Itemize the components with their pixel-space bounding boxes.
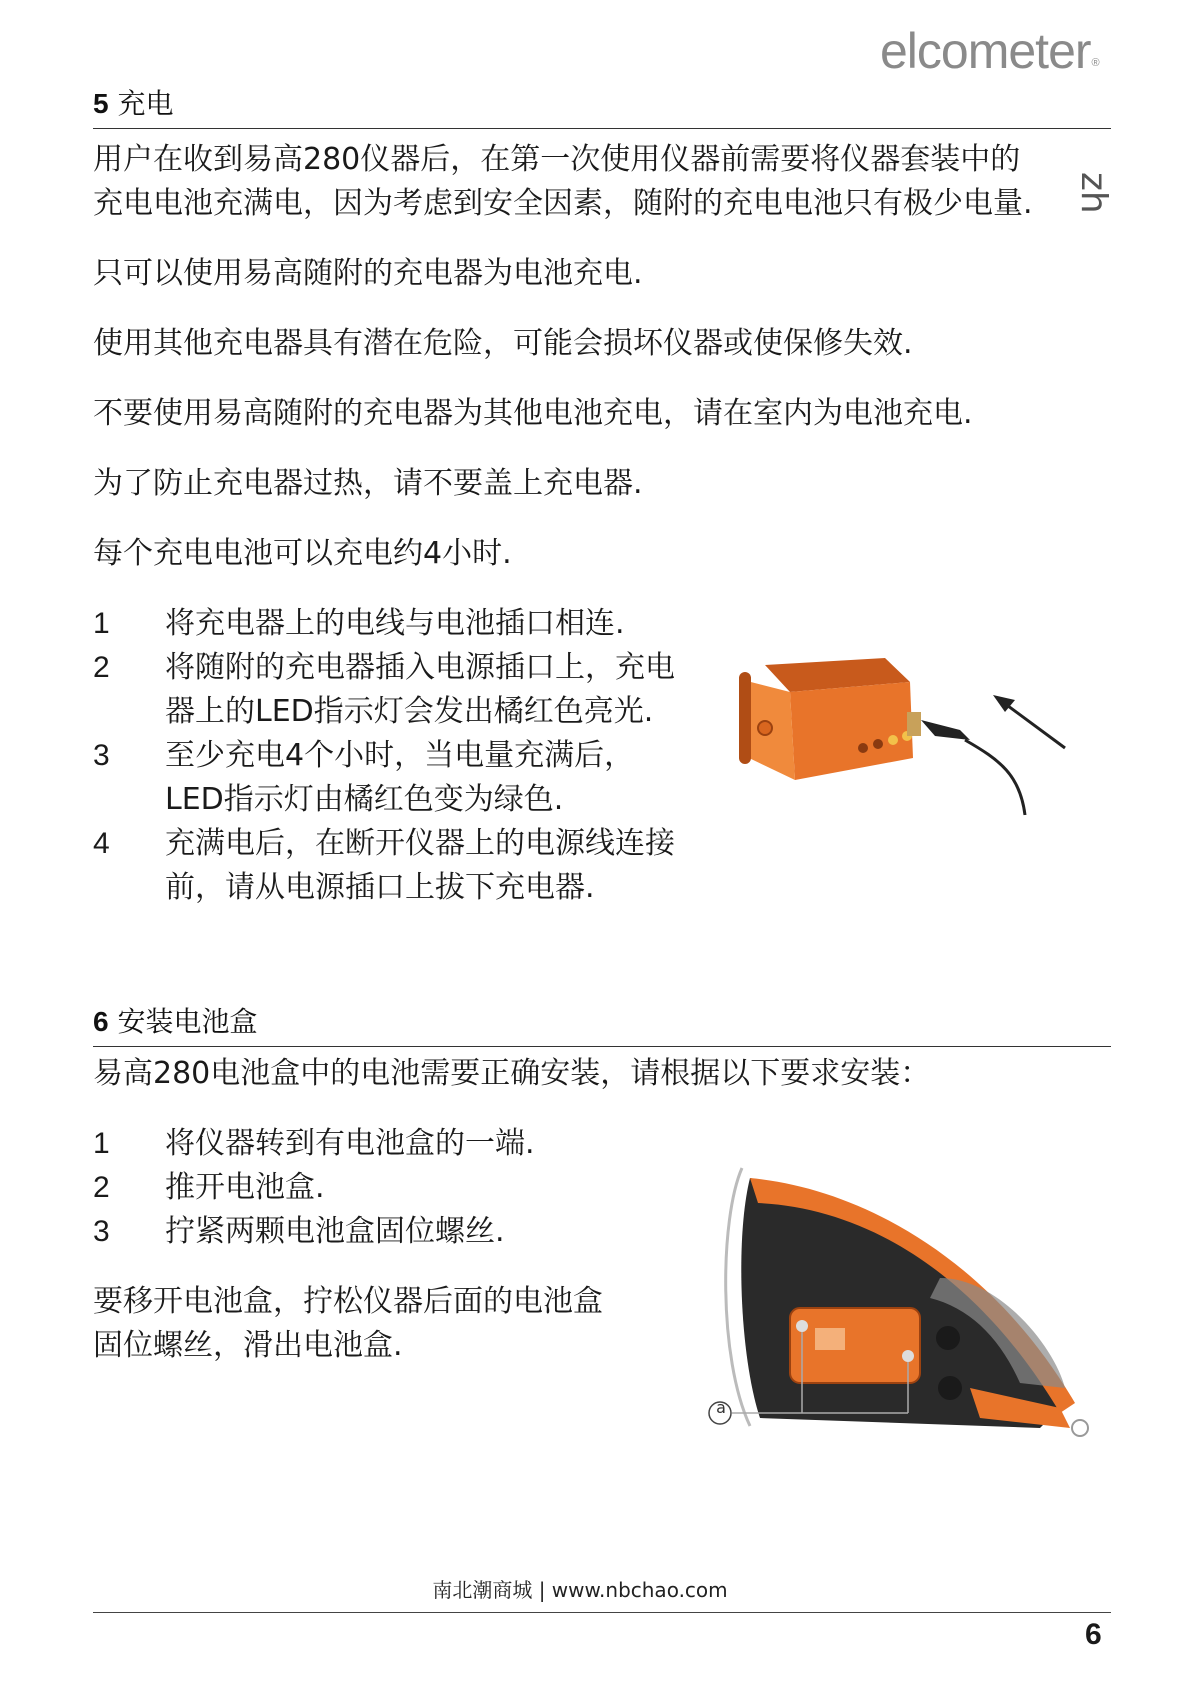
section-5-number: 5 [93, 88, 109, 119]
step-6-3-number: 3 [93, 1215, 110, 1248]
step-5-2-number: 2 [93, 651, 110, 684]
gauge-battery-illustration [680, 1158, 1120, 1448]
step-5-4-line-1: 充满电后，在断开仪器上的电源线连接 [165, 826, 675, 861]
step-6-1-number: 1 [93, 1127, 110, 1160]
note-4: 为了防止充电器过热，请不要盖上充电器. [93, 466, 643, 501]
step-6-2-number: 2 [93, 1171, 110, 1204]
step-5-1-number: 1 [93, 607, 110, 640]
section-5-heading [93, 82, 174, 122]
section-6-intro: 易高280电池盒中的电池需要正确安装，请根据以下要求安装： [93, 1056, 931, 1091]
step-6-3-text: 拧紧两颗电池盒固位螺丝. [165, 1214, 505, 1249]
callout-a-label: a [716, 1398, 726, 1417]
section-6-number: 6 [93, 1006, 109, 1037]
note-1: 只可以使用易高随附的充电器为电池充电. [93, 256, 643, 291]
section-6-title: 安装电池盒 [117, 1005, 258, 1038]
note-5: 每个充电电池可以充电约4小时. [93, 536, 512, 571]
language-tab: zh [1073, 172, 1114, 214]
section-5-rule [93, 128, 1111, 129]
step-5-3-line-2: LED指示灯由橘红色变为绿色. [165, 782, 564, 817]
charger-illustration [735, 640, 1105, 820]
note-2: 使用其他充电器具有潜在危险，可能会损坏仪器或使保修失效. [93, 326, 913, 361]
step-5-2-line-1: 将随附的充电器插入电源插口上，充电 [165, 650, 675, 685]
page-number: 6 [1085, 1618, 1102, 1651]
section-5-title: 充电 [117, 87, 174, 120]
step-5-3-number: 3 [93, 739, 110, 772]
step-5-4-number: 4 [93, 827, 110, 860]
footer-source: 南北潮商城 | www.nbchao.com [432, 1578, 728, 1602]
section-6-rule [93, 1046, 1111, 1047]
step-5-1-line-1: 将充电器上的电线与电池插口相连. [165, 606, 625, 641]
step-5-2-line-2: 器上的LED指示灯会发出橘红色亮光. [165, 694, 654, 729]
removal-line-1: 要移开电池盒，拧松仪器后面的电池盒 [93, 1284, 603, 1319]
step-5-3-line-1: 至少充电4个小时，当电量充满后， [165, 738, 635, 773]
removal-line-2: 固位螺丝，滑出电池盒. [93, 1328, 403, 1363]
section-6-heading [93, 1000, 258, 1040]
step-6-1-text: 将仪器转到有电池盒的一端. [165, 1126, 535, 1161]
section-5-intro-line-2: 充电电池充满电，因为考虑到安全因素，随附的充电电池只有极少电量. [93, 186, 1033, 221]
note-3: 不要使用易高随附的充电器为其他电池充电，请在室内为电池充电. [93, 396, 973, 431]
step-6-2-text: 推开电池盒. [165, 1170, 325, 1205]
footer-rule [93, 1612, 1111, 1613]
elcometer-logo: elcometer® [880, 23, 1099, 79]
section-5-intro-line-1: 用户在收到易高280仪器后，在第一次使用仪器前需要将仪器套装中的 [93, 142, 1021, 177]
step-5-4-line-2: 前，请从电源插口上拔下充电器. [165, 870, 595, 905]
